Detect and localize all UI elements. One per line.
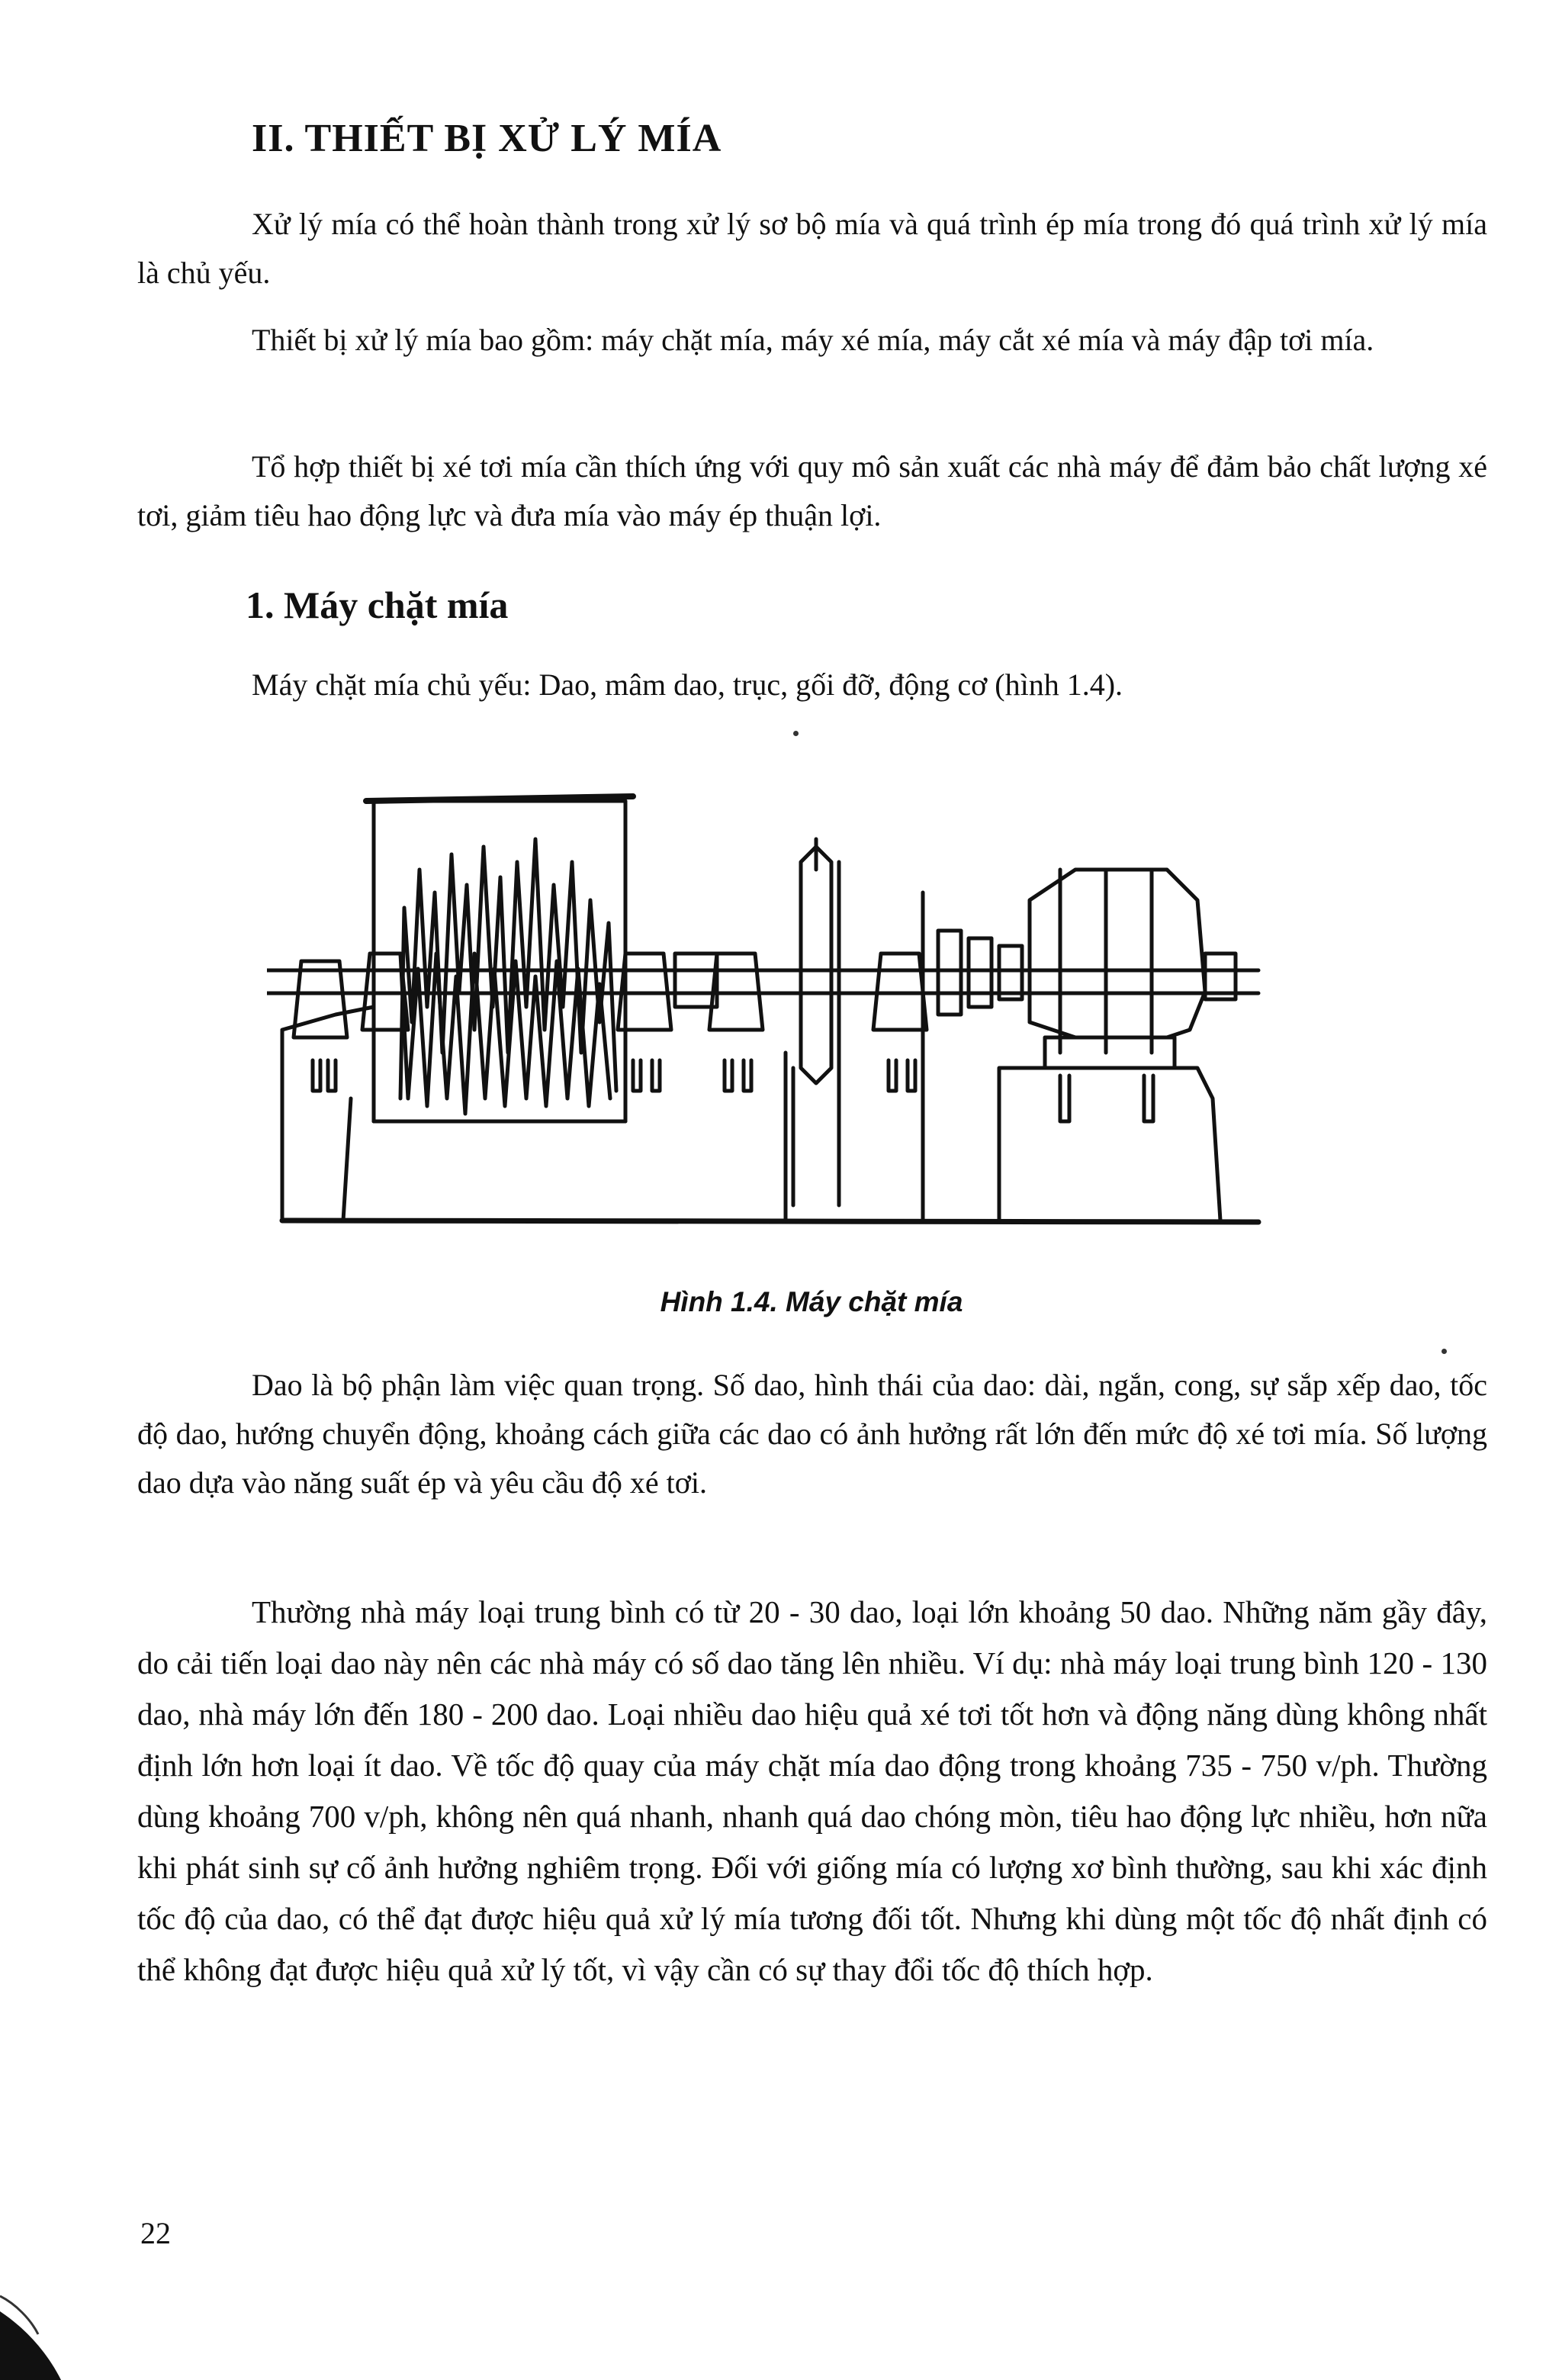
paragraph-3: Tổ hợp thiết bị xé tơi mía cần thích ứng với quy mô sản xuất các nhà máy để đảm bảo chất lượng xé tơi, giảm tiêu hao động lực và đưa mía vào máy ép thuận lợi. [137, 449, 1487, 532]
body-paragraph-1: Dao là bộ phận làm việc quan trọng. Số dao, hình thái của dao: dài, ngắn, cong, sự sắp xếp dao, tốc độ dao, hướng chuyển động, khoảng cách giữa các dao có ảnh hưởng rất lớn đến mức độ xé tơi mía. Số lượng dao dựa vào năng suất ép và yêu cầu độ xé tơi. [137, 1368, 1487, 1500]
subsection-heading: 1. Máy chặt mía [246, 584, 509, 626]
body-paragraph-2: Thường nhà máy loại trung bình có từ 20 - 30 dao, loại lớn khoảng 50 dao. Những năm gầy đây, do cải tiến loại dao này nên các nhà máy có số dao tăng lên nhiều. Ví dụ: nhà máy loại trung bình 120 - 130 dao, nhà máy lớn đến 180 - 200 dao. Loại nhiều dao hiệu quả xé tơi tốt hơn và động năng dùng không nhất định lớn hơn loại ít dao. Về tốc độ quay của máy chặt mía dao động trong khoảng 735 - 750 v/ph. Thường dùng khoảng 700 v/ph, không nên quá nhanh, nhanh quá dao chóng mòn, tiêu hao động lực nhiều, hơn nữa khi phát sinh sự cố ảnh hưởng nghiêm trọng. Đối với giống mía có lượng xơ bình thường, sau khi xác định tốc độ của dao, có thể đạt được hiệu quả xử lý mía tương đối tốt. Nhưng khi dùng một tốc độ nhất định có thể không đạt được hiệu quả xử lý tốt, vì vậy cần có sự thay đổi tốc độ thích hợp. [137, 1594, 1487, 1987]
sugarcane-chopper-diagram-icon [267, 778, 1274, 1251]
paragraph-2: Thiết bị xử lý mía bao gồm: máy chặt mía, máy xé mía, máy cắt xé mía và máy đập tơi mía. [252, 323, 1374, 357]
page-number: 22 [140, 2216, 171, 2250]
scan-speck [1441, 1349, 1447, 1354]
scan-shadow-icon [0, 2281, 92, 2380]
section-heading: II. THIẾT BỊ XỬ LÝ MÍA [252, 117, 722, 160]
paragraph-1: Xử lý mía có thể hoàn thành trong xử lý sơ bộ mía và quá trình ép mía trong đó quá trình xử lý mía là chủ yếu. [137, 207, 1487, 290]
subsection-intro: Máy chặt mía chủ yếu: Dao, mâm dao, trục, gối đỡ, động cơ (hình 1.4). [252, 667, 1123, 702]
scan-speck [793, 731, 799, 736]
figure-caption: Hình 1.4. Máy chặt mía [660, 1286, 963, 1317]
